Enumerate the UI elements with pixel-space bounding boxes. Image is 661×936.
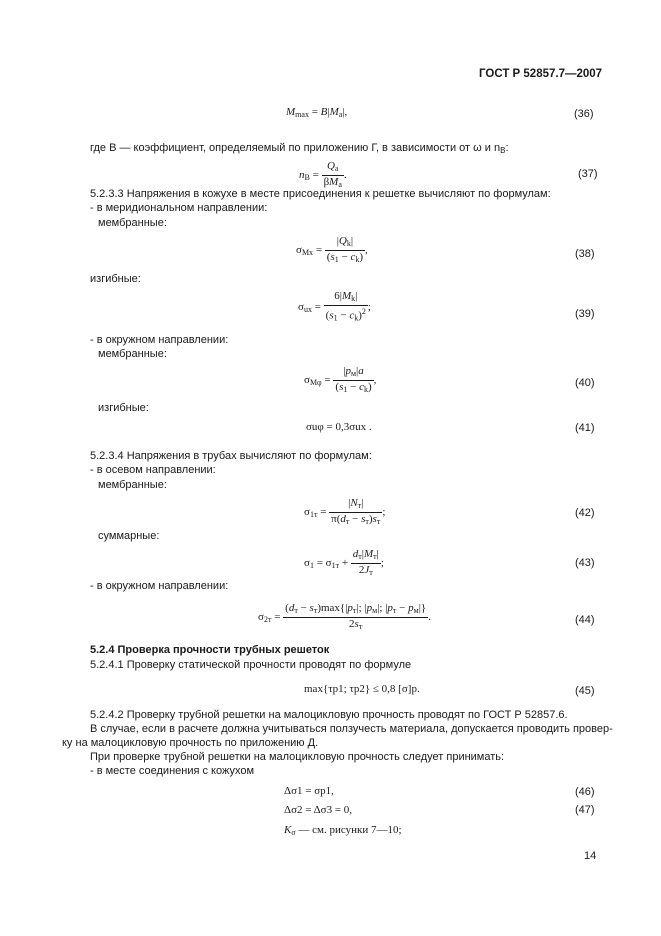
bending-label-1: изгибные:: [90, 273, 141, 285]
equation-number-36: (36): [574, 108, 594, 120]
equation-41: σuφ = 0,3σux .: [306, 421, 372, 433]
paragraph-5-2-4-1: 5.2.4.1 Проверку статической прочности проводят по формуле: [90, 659, 412, 671]
membrane-label-2: мембранные:: [98, 348, 167, 360]
equation-number-42: (42): [575, 507, 595, 519]
equation-45: max{τp1; τp2} ≤ 0,8 [σ]p.: [304, 683, 420, 695]
where-b-text: где B — коэффициент, определяемый по приложению Г, в зависимости от ω и $n_B$:: [90, 142, 509, 155]
circumferential-direction-label-2: - в окружном направлении:: [90, 580, 229, 592]
ka-definition: $K_\sigma$ — см. рисунки 7—10;: [284, 824, 402, 837]
paragraph-creep-line-2: ку на малоцикловую прочность по приложению Д.: [62, 737, 319, 749]
bending-label-2: изгибные:: [98, 402, 149, 414]
equation-47: Δσ2 = Δσ3 = 0,: [284, 804, 353, 816]
paragraph-5-2-3-3: 5.2.3.3 Напряжения в кожухе в месте присоединения к решетке вычисляют по формулам:: [90, 188, 551, 200]
section-5-2-4-heading: 5.2.4 Проверка прочности трубных решеток: [90, 644, 330, 656]
equation-number-38: (38): [575, 248, 595, 260]
equation-number-40: (40): [575, 377, 595, 389]
page-number: 14: [584, 850, 597, 862]
equation-number-43: (43): [575, 557, 595, 569]
shell-joint-label: - в месте соединения с кожухом: [90, 765, 255, 777]
document-standard-header: ГОСТ Р 52857.7—2007: [479, 68, 603, 80]
equation-40: $\sigma_{M\varphi}$ = $\frac{|p_м|a}{(s_1 - c_k)}$ ,: [304, 365, 377, 394]
axial-direction-label: - в осевом направлении:: [90, 464, 216, 476]
paragraph-creep-line-1: В случае, если в расчете должна учитываться ползучесть материала, допускается проводить провер-: [90, 723, 613, 735]
equation-number-47: (47): [575, 804, 595, 816]
paragraph-5-2-3-4: 5.2.3.4 Напряжения в трубах вычисляют по формулам:: [90, 450, 372, 462]
equation-39: $\sigma_{ux}$ = $\frac{6|M_k|}{(s_1 - c_k)^2}$ ;: [298, 290, 371, 323]
equation-number-39: (39): [575, 308, 595, 320]
equation-number-41: (41): [575, 422, 595, 434]
total-label: суммарные:: [98, 530, 160, 542]
equation-43: $\sigma_1 = \sigma_{1т}$ + $\frac{d_т|M_т|}{2J_т}$ ;: [304, 548, 384, 577]
membrane-label-1: мембранные:: [98, 217, 167, 229]
meridional-direction-label: - в меридиональном направлении:: [90, 202, 268, 214]
membrane-label-3: мембранные:: [98, 479, 167, 491]
equation-36: $M_{max} = B|M_a|$,: [286, 106, 348, 119]
circumferential-direction-label-1: - в окружном направлении:: [90, 334, 229, 346]
equation-42: $\sigma_{1т}$ = $\frac{|N_т|}{\pi(d_т - s_т)s_т}$ ;: [304, 497, 386, 526]
paragraph-low-cycle: При проверке трубной решетки на малоцикловую прочность следует принимать:: [90, 751, 505, 763]
equation-number-44: (44): [575, 614, 595, 626]
paragraph-5-2-4-2: 5.2.4.2 Проверку трубной решетки на малоцикловую прочность проводят по ГОСТ Р 52857.6.: [90, 709, 568, 721]
equation-46: Δσ1 = σp1,: [284, 785, 334, 797]
equation-44: $\sigma_{2т}$ = $\frac{(d_т - s_т)\max\{|p_т|; |p_м|; |p_т - p_м|\}}{2s_т}$ .: [258, 602, 431, 631]
equation-number-45: (45): [575, 685, 595, 697]
equation-38: $\sigma_{Mx}$ = $\frac{|Q_k|}{(s_1 - c_k)}$ ,: [296, 235, 368, 264]
equation-number-37: (37): [578, 168, 598, 180]
equation-37: $n_B$ = $\frac{Q_a}{\beta M_a}$ .: [299, 160, 347, 189]
equation-number-46: (46): [575, 786, 595, 798]
